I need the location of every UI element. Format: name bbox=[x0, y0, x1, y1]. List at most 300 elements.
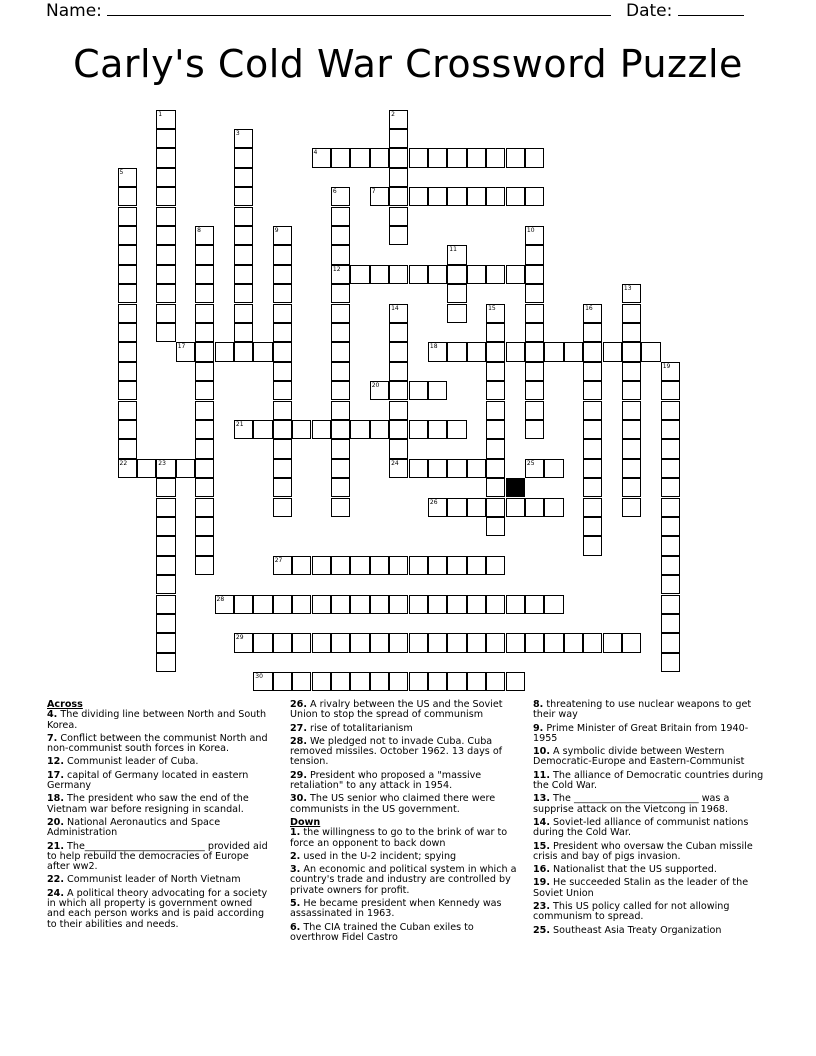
grid-cell[interactable] bbox=[331, 148, 350, 167]
grid-cell[interactable] bbox=[603, 342, 622, 361]
grid-cell[interactable] bbox=[273, 265, 292, 284]
grid-cell[interactable] bbox=[622, 362, 641, 381]
grid-cell[interactable] bbox=[447, 187, 466, 206]
grid-cell[interactable] bbox=[195, 362, 214, 381]
grid-cell[interactable] bbox=[486, 459, 505, 478]
grid-cell[interactable] bbox=[389, 110, 408, 129]
grid-cell[interactable] bbox=[331, 187, 350, 206]
grid-cell[interactable] bbox=[273, 342, 292, 361]
grid-cell[interactable] bbox=[525, 148, 544, 167]
grid-cell[interactable] bbox=[622, 459, 641, 478]
grid-cell[interactable] bbox=[195, 517, 214, 536]
grid-cell[interactable] bbox=[156, 595, 175, 614]
grid-cell[interactable] bbox=[331, 595, 350, 614]
grid-cell[interactable] bbox=[292, 420, 311, 439]
grid-cell[interactable] bbox=[156, 614, 175, 633]
grid-cell[interactable] bbox=[428, 342, 447, 361]
grid-cell[interactable] bbox=[486, 265, 505, 284]
grid-cell[interactable] bbox=[525, 226, 544, 245]
grid-cell[interactable] bbox=[273, 401, 292, 420]
grid-cell[interactable] bbox=[156, 653, 175, 672]
grid-cell[interactable] bbox=[234, 420, 253, 439]
grid-cell[interactable] bbox=[486, 148, 505, 167]
grid-cell[interactable] bbox=[409, 459, 428, 478]
grid-cell[interactable] bbox=[506, 498, 525, 517]
grid-cell[interactable] bbox=[273, 284, 292, 303]
grid-cell[interactable] bbox=[622, 381, 641, 400]
grid-cell[interactable] bbox=[350, 633, 369, 652]
grid-cell[interactable] bbox=[467, 498, 486, 517]
grid-cell[interactable] bbox=[525, 342, 544, 361]
grid-cell[interactable] bbox=[156, 536, 175, 555]
grid-cell[interactable] bbox=[603, 633, 622, 652]
grid-cell[interactable] bbox=[583, 362, 602, 381]
grid-cell[interactable] bbox=[389, 362, 408, 381]
grid-cell[interactable] bbox=[622, 284, 641, 303]
grid-cell[interactable] bbox=[331, 362, 350, 381]
grid-cell[interactable] bbox=[409, 148, 428, 167]
grid-cell[interactable] bbox=[253, 342, 272, 361]
grid-cell[interactable] bbox=[350, 556, 369, 575]
grid-cell[interactable] bbox=[234, 148, 253, 167]
grid-cell[interactable] bbox=[273, 362, 292, 381]
grid-cell[interactable] bbox=[273, 304, 292, 323]
grid-cell[interactable] bbox=[215, 595, 234, 614]
grid-cell[interactable] bbox=[661, 595, 680, 614]
grid-cell[interactable] bbox=[331, 381, 350, 400]
grid-cell[interactable] bbox=[156, 633, 175, 652]
grid-cell[interactable] bbox=[544, 595, 563, 614]
grid-cell[interactable] bbox=[661, 401, 680, 420]
grid-cell[interactable] bbox=[195, 342, 214, 361]
grid-cell[interactable] bbox=[661, 575, 680, 594]
grid-cell[interactable] bbox=[486, 401, 505, 420]
grid-cell[interactable] bbox=[234, 633, 253, 652]
grid-cell[interactable] bbox=[525, 187, 544, 206]
grid-cell[interactable] bbox=[156, 265, 175, 284]
grid-cell[interactable] bbox=[428, 148, 447, 167]
grid-cell[interactable] bbox=[525, 362, 544, 381]
grid-cell[interactable] bbox=[622, 633, 641, 652]
grid-cell[interactable] bbox=[312, 148, 331, 167]
grid-cell[interactable] bbox=[447, 265, 466, 284]
grid-cell[interactable] bbox=[447, 556, 466, 575]
grid-cell[interactable] bbox=[273, 498, 292, 517]
grid-cell[interactable] bbox=[350, 148, 369, 167]
grid-cell[interactable] bbox=[583, 517, 602, 536]
grid-cell[interactable] bbox=[486, 517, 505, 536]
grid-cell[interactable] bbox=[486, 323, 505, 342]
grid-cell[interactable] bbox=[428, 265, 447, 284]
grid-cell[interactable] bbox=[661, 459, 680, 478]
grid-cell[interactable] bbox=[506, 265, 525, 284]
grid-cell[interactable] bbox=[409, 420, 428, 439]
grid-cell[interactable] bbox=[409, 187, 428, 206]
grid-cell[interactable] bbox=[409, 633, 428, 652]
grid-cell[interactable] bbox=[176, 342, 195, 361]
grid-cell[interactable] bbox=[525, 284, 544, 303]
grid-cell[interactable] bbox=[622, 401, 641, 420]
grid-cell[interactable] bbox=[486, 478, 505, 497]
grid-cell[interactable] bbox=[409, 265, 428, 284]
grid-cell[interactable] bbox=[195, 536, 214, 555]
grid-cell[interactable] bbox=[447, 633, 466, 652]
grid-cell[interactable] bbox=[253, 420, 272, 439]
grid-cell[interactable] bbox=[428, 672, 447, 691]
grid-cell[interactable] bbox=[467, 672, 486, 691]
grid-cell[interactable] bbox=[370, 556, 389, 575]
grid-cell[interactable] bbox=[389, 556, 408, 575]
grid-cell[interactable] bbox=[253, 595, 272, 614]
grid-cell[interactable] bbox=[350, 265, 369, 284]
grid-cell[interactable] bbox=[447, 284, 466, 303]
grid-cell[interactable] bbox=[118, 362, 137, 381]
grid-cell[interactable] bbox=[447, 245, 466, 264]
grid-cell[interactable] bbox=[234, 207, 253, 226]
grid-cell[interactable] bbox=[409, 595, 428, 614]
grid-cell[interactable] bbox=[544, 459, 563, 478]
grid-cell[interactable] bbox=[331, 342, 350, 361]
grid-cell[interactable] bbox=[447, 498, 466, 517]
grid-cell[interactable] bbox=[389, 187, 408, 206]
grid-cell[interactable] bbox=[273, 459, 292, 478]
grid-cell[interactable] bbox=[525, 304, 544, 323]
grid-cell[interactable] bbox=[292, 556, 311, 575]
grid-cell[interactable] bbox=[389, 265, 408, 284]
grid-cell[interactable] bbox=[583, 478, 602, 497]
grid-cell[interactable] bbox=[428, 420, 447, 439]
grid-cell[interactable] bbox=[525, 420, 544, 439]
grid-cell[interactable] bbox=[389, 148, 408, 167]
grid-cell[interactable] bbox=[273, 226, 292, 245]
grid-cell[interactable] bbox=[486, 342, 505, 361]
grid-cell[interactable] bbox=[661, 633, 680, 652]
grid-cell[interactable] bbox=[118, 245, 137, 264]
grid-cell[interactable] bbox=[428, 381, 447, 400]
grid-cell[interactable] bbox=[118, 168, 137, 187]
grid-cell[interactable] bbox=[350, 420, 369, 439]
grid-cell[interactable] bbox=[234, 187, 253, 206]
grid-cell[interactable] bbox=[661, 614, 680, 633]
grid-cell[interactable] bbox=[156, 245, 175, 264]
grid-cell[interactable] bbox=[118, 401, 137, 420]
grid-cell[interactable] bbox=[389, 207, 408, 226]
grid-cell[interactable] bbox=[661, 420, 680, 439]
grid-cell[interactable] bbox=[583, 342, 602, 361]
grid-cell[interactable] bbox=[118, 381, 137, 400]
grid-cell[interactable] bbox=[156, 478, 175, 497]
grid-cell[interactable] bbox=[370, 381, 389, 400]
grid-cell[interactable] bbox=[195, 439, 214, 458]
grid-cell[interactable] bbox=[156, 207, 175, 226]
grid-cell[interactable] bbox=[156, 187, 175, 206]
grid-cell[interactable] bbox=[486, 498, 505, 517]
grid-cell[interactable] bbox=[118, 207, 137, 226]
grid-cell[interactable] bbox=[661, 653, 680, 672]
grid-cell[interactable] bbox=[409, 381, 428, 400]
grid-cell[interactable] bbox=[467, 342, 486, 361]
grid-cell[interactable] bbox=[583, 304, 602, 323]
grid-cell[interactable] bbox=[486, 362, 505, 381]
grid-cell[interactable] bbox=[292, 672, 311, 691]
grid-cell[interactable] bbox=[118, 187, 137, 206]
grid-cell[interactable] bbox=[389, 129, 408, 148]
grid-cell[interactable] bbox=[486, 556, 505, 575]
grid-cell[interactable] bbox=[583, 439, 602, 458]
grid-cell[interactable] bbox=[234, 245, 253, 264]
grid-cell[interactable] bbox=[661, 517, 680, 536]
grid-cell[interactable] bbox=[195, 323, 214, 342]
grid-cell[interactable] bbox=[331, 556, 350, 575]
grid-cell[interactable] bbox=[195, 420, 214, 439]
grid-cell[interactable] bbox=[370, 148, 389, 167]
grid-cell[interactable] bbox=[486, 633, 505, 652]
grid-cell[interactable] bbox=[118, 342, 137, 361]
grid-cell[interactable] bbox=[234, 323, 253, 342]
grid-cell[interactable] bbox=[273, 439, 292, 458]
grid-cell[interactable] bbox=[195, 459, 214, 478]
grid-cell[interactable] bbox=[234, 226, 253, 245]
grid-cell[interactable] bbox=[486, 381, 505, 400]
grid-cell[interactable] bbox=[525, 323, 544, 342]
grid-cell[interactable] bbox=[215, 342, 234, 361]
grid-cell[interactable] bbox=[195, 226, 214, 245]
grid-cell[interactable] bbox=[506, 342, 525, 361]
grid-cell[interactable] bbox=[622, 478, 641, 497]
grid-cell[interactable] bbox=[156, 129, 175, 148]
grid-cell[interactable] bbox=[389, 633, 408, 652]
grid-cell[interactable] bbox=[312, 633, 331, 652]
grid-cell[interactable] bbox=[312, 672, 331, 691]
grid-cell[interactable] bbox=[486, 595, 505, 614]
grid-cell[interactable] bbox=[583, 498, 602, 517]
grid-cell[interactable] bbox=[506, 633, 525, 652]
grid-cell[interactable] bbox=[156, 498, 175, 517]
grid-cell[interactable] bbox=[544, 498, 563, 517]
grid-cell[interactable] bbox=[389, 342, 408, 361]
grid-cell[interactable] bbox=[234, 265, 253, 284]
grid-cell[interactable] bbox=[118, 459, 137, 478]
grid-cell[interactable] bbox=[467, 148, 486, 167]
grid-cell[interactable] bbox=[176, 459, 195, 478]
grid-cell[interactable] bbox=[370, 595, 389, 614]
grid-cell[interactable] bbox=[370, 187, 389, 206]
grid-cell[interactable] bbox=[622, 420, 641, 439]
grid-cell[interactable] bbox=[331, 226, 350, 245]
grid-cell[interactable] bbox=[525, 245, 544, 264]
grid-cell[interactable] bbox=[195, 265, 214, 284]
grid-cell[interactable] bbox=[389, 381, 408, 400]
grid-cell[interactable] bbox=[641, 342, 660, 361]
grid-cell[interactable] bbox=[389, 420, 408, 439]
grid-cell[interactable] bbox=[234, 595, 253, 614]
grid-cell[interactable] bbox=[525, 401, 544, 420]
grid-cell[interactable] bbox=[467, 595, 486, 614]
grid-cell[interactable] bbox=[447, 420, 466, 439]
grid-cell[interactable] bbox=[409, 672, 428, 691]
grid-cell[interactable] bbox=[447, 595, 466, 614]
grid-cell[interactable] bbox=[195, 245, 214, 264]
grid-cell[interactable] bbox=[156, 304, 175, 323]
grid-cell[interactable] bbox=[409, 556, 428, 575]
grid-cell[interactable] bbox=[195, 401, 214, 420]
grid-cell[interactable] bbox=[525, 381, 544, 400]
grid-cell[interactable] bbox=[331, 459, 350, 478]
grid-cell[interactable] bbox=[428, 595, 447, 614]
grid-cell[interactable] bbox=[331, 672, 350, 691]
grid-cell[interactable] bbox=[253, 672, 272, 691]
grid-cell[interactable] bbox=[234, 342, 253, 361]
grid-cell[interactable] bbox=[544, 342, 563, 361]
grid-cell[interactable] bbox=[564, 633, 583, 652]
grid-cell[interactable] bbox=[544, 633, 563, 652]
grid-cell[interactable] bbox=[506, 148, 525, 167]
grid-cell[interactable] bbox=[292, 595, 311, 614]
grid-cell[interactable] bbox=[525, 633, 544, 652]
grid-cell[interactable] bbox=[253, 633, 272, 652]
grid-cell[interactable] bbox=[583, 401, 602, 420]
grid-cell[interactable] bbox=[331, 304, 350, 323]
grid-cell[interactable] bbox=[661, 478, 680, 497]
grid-cell[interactable] bbox=[273, 556, 292, 575]
grid-cell[interactable] bbox=[195, 556, 214, 575]
grid-cell[interactable] bbox=[195, 304, 214, 323]
grid-cell[interactable] bbox=[273, 633, 292, 652]
grid-cell[interactable] bbox=[506, 672, 525, 691]
grid-cell[interactable] bbox=[370, 420, 389, 439]
grid-cell[interactable] bbox=[661, 439, 680, 458]
grid-cell[interactable] bbox=[331, 439, 350, 458]
grid-cell[interactable] bbox=[118, 304, 137, 323]
grid-cell[interactable] bbox=[292, 633, 311, 652]
grid-cell[interactable] bbox=[622, 323, 641, 342]
grid-cell[interactable] bbox=[273, 245, 292, 264]
grid-cell[interactable] bbox=[486, 672, 505, 691]
grid-cell[interactable] bbox=[234, 129, 253, 148]
grid-cell[interactable] bbox=[273, 381, 292, 400]
grid-cell[interactable] bbox=[389, 304, 408, 323]
grid-cell[interactable] bbox=[273, 595, 292, 614]
grid-cell[interactable] bbox=[312, 595, 331, 614]
grid-cell[interactable] bbox=[506, 187, 525, 206]
grid-cell[interactable] bbox=[273, 478, 292, 497]
grid-cell[interactable] bbox=[525, 265, 544, 284]
grid-cell[interactable] bbox=[195, 478, 214, 497]
grid-cell[interactable] bbox=[156, 517, 175, 536]
grid-cell[interactable] bbox=[156, 110, 175, 129]
grid-cell[interactable] bbox=[389, 226, 408, 245]
grid-cell[interactable] bbox=[583, 459, 602, 478]
grid-cell[interactable] bbox=[389, 595, 408, 614]
grid-cell[interactable] bbox=[273, 672, 292, 691]
grid-cell[interactable] bbox=[234, 168, 253, 187]
grid-cell[interactable] bbox=[331, 420, 350, 439]
grid-cell[interactable] bbox=[331, 633, 350, 652]
grid-cell[interactable] bbox=[486, 304, 505, 323]
grid-cell[interactable] bbox=[118, 420, 137, 439]
grid-cell[interactable] bbox=[583, 536, 602, 555]
grid-cell[interactable] bbox=[156, 323, 175, 342]
grid-cell[interactable] bbox=[350, 595, 369, 614]
grid-cell[interactable] bbox=[622, 342, 641, 361]
grid-cell[interactable] bbox=[525, 498, 544, 517]
grid-cell[interactable] bbox=[661, 536, 680, 555]
grid-cell[interactable] bbox=[525, 595, 544, 614]
grid-cell[interactable] bbox=[583, 381, 602, 400]
grid-cell[interactable] bbox=[486, 187, 505, 206]
grid-cell[interactable] bbox=[428, 556, 447, 575]
grid-cell[interactable] bbox=[467, 187, 486, 206]
grid-cell[interactable] bbox=[195, 498, 214, 517]
grid-cell[interactable] bbox=[195, 284, 214, 303]
grid-cell[interactable] bbox=[118, 226, 137, 245]
grid-cell[interactable] bbox=[156, 575, 175, 594]
grid-cell[interactable] bbox=[447, 148, 466, 167]
grid-cell[interactable] bbox=[156, 284, 175, 303]
grid-cell[interactable] bbox=[195, 381, 214, 400]
grid-cell[interactable] bbox=[156, 459, 175, 478]
grid-cell[interactable] bbox=[273, 323, 292, 342]
grid-cell[interactable] bbox=[486, 439, 505, 458]
grid-cell[interactable] bbox=[622, 304, 641, 323]
grid-cell[interactable] bbox=[661, 362, 680, 381]
grid-cell[interactable] bbox=[447, 304, 466, 323]
grid-cell[interactable] bbox=[622, 439, 641, 458]
grid-cell[interactable] bbox=[389, 401, 408, 420]
grid-cell[interactable] bbox=[156, 556, 175, 575]
grid-cell[interactable] bbox=[661, 381, 680, 400]
grid-cell[interactable] bbox=[331, 265, 350, 284]
grid-cell[interactable] bbox=[389, 459, 408, 478]
grid-cell[interactable] bbox=[156, 148, 175, 167]
grid-cell[interactable] bbox=[331, 284, 350, 303]
grid-cell[interactable] bbox=[370, 672, 389, 691]
grid-cell[interactable] bbox=[331, 245, 350, 264]
grid-cell[interactable] bbox=[389, 439, 408, 458]
grid-cell[interactable] bbox=[428, 187, 447, 206]
grid-cell[interactable] bbox=[564, 342, 583, 361]
grid-cell[interactable] bbox=[331, 323, 350, 342]
grid-cell[interactable] bbox=[428, 498, 447, 517]
grid-cell[interactable] bbox=[331, 478, 350, 497]
grid-cell[interactable] bbox=[622, 498, 641, 517]
grid-cell[interactable] bbox=[447, 459, 466, 478]
grid-cell[interactable] bbox=[583, 420, 602, 439]
grid-cell[interactable] bbox=[331, 498, 350, 517]
grid-cell[interactable] bbox=[447, 342, 466, 361]
grid-cell[interactable] bbox=[234, 284, 253, 303]
grid-cell[interactable] bbox=[428, 633, 447, 652]
grid-cell[interactable] bbox=[156, 226, 175, 245]
grid-cell[interactable] bbox=[467, 265, 486, 284]
grid-cell[interactable] bbox=[370, 265, 389, 284]
grid-cell[interactable] bbox=[389, 323, 408, 342]
grid-cell[interactable] bbox=[467, 633, 486, 652]
grid-cell[interactable] bbox=[525, 459, 544, 478]
grid-cell[interactable] bbox=[661, 556, 680, 575]
grid-cell[interactable] bbox=[661, 498, 680, 517]
grid-cell[interactable] bbox=[389, 672, 408, 691]
grid-cell[interactable] bbox=[467, 459, 486, 478]
grid-cell[interactable] bbox=[486, 420, 505, 439]
grid-cell[interactable] bbox=[331, 207, 350, 226]
grid-cell[interactable] bbox=[350, 672, 369, 691]
grid-cell[interactable] bbox=[118, 265, 137, 284]
grid-cell[interactable] bbox=[370, 633, 389, 652]
grid-cell[interactable] bbox=[428, 459, 447, 478]
grid-cell[interactable] bbox=[118, 284, 137, 303]
grid-cell[interactable] bbox=[137, 459, 156, 478]
